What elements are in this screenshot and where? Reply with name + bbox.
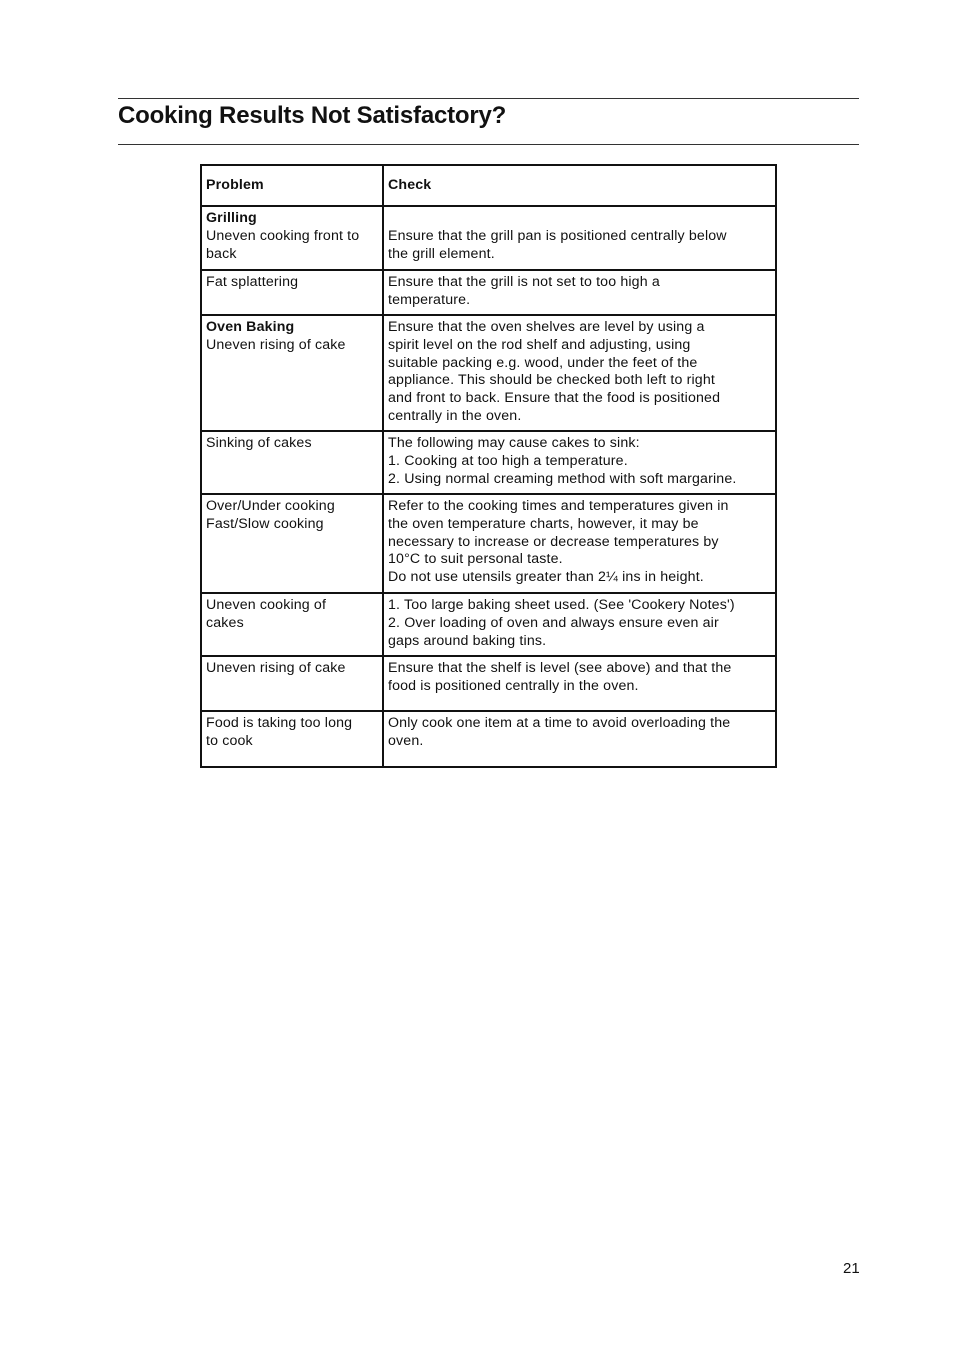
- table-header-row: [201, 165, 776, 206]
- problem-cell: [201, 593, 383, 656]
- problem-text: cakes: [206, 614, 244, 631]
- problem-text: Uneven cooking front to: [206, 227, 360, 244]
- check-text: 10°C to suit personal taste.: [388, 551, 563, 568]
- table-row: [201, 494, 776, 593]
- check-cell: [383, 711, 776, 767]
- check-text: temperature.: [388, 291, 471, 308]
- check-text: 1. Too large baking sheet used. (See 'Cookery Notes'): [388, 597, 735, 613]
- troubleshooting-table: [200, 164, 777, 768]
- check-text: Ensure that the grill pan is positioned centrally below: [388, 227, 727, 244]
- problem-category: Grilling: [206, 210, 257, 226]
- check-text: Only cook one item at a time to avoid overloading the: [388, 715, 731, 731]
- problem-cell: [201, 206, 383, 270]
- problem-column-header: Problem: [201, 165, 383, 206]
- table-row: [201, 315, 776, 431]
- problem-text: Sinking of cakes: [206, 435, 312, 451]
- problem-cell: [201, 431, 383, 494]
- problem-text: Fat splattering: [206, 274, 299, 290]
- check-text: suitable packing e.g. wood, under the feet of the: [388, 354, 698, 371]
- check-cell: [383, 206, 776, 270]
- problem-cell: [201, 711, 383, 767]
- page-number: 21: [843, 1260, 860, 1277]
- problem-text: Uneven cooking of: [206, 597, 327, 613]
- check-text: centrally in the oven.: [388, 407, 522, 424]
- check-cell: [383, 270, 776, 315]
- check-text: spirit level on the rod shelf and adjusting, using: [388, 336, 691, 353]
- check-cell: [383, 593, 776, 656]
- problem-text: Uneven rising of cake: [206, 336, 346, 353]
- problem-cell: [201, 270, 383, 315]
- table-row: [201, 593, 776, 656]
- check-cell: [383, 656, 776, 711]
- check-text: Ensure that the oven shelves are level by using a: [388, 319, 705, 335]
- title-rule-top: [118, 98, 859, 99]
- table-row: [201, 206, 776, 270]
- problem-text: back: [206, 245, 237, 262]
- check-cell: [383, 431, 776, 494]
- check-text: [388, 210, 771, 228]
- problem-text: Fast/Slow cooking: [206, 515, 324, 532]
- check-text: the grill element.: [388, 245, 495, 262]
- problem-cell: [201, 494, 383, 593]
- check-text: food is positioned centrally in the oven.: [388, 677, 639, 694]
- check-text: 1. Cooking at too high a temperature.: [388, 452, 628, 469]
- table-row: [201, 656, 776, 711]
- check-text: Do not use utensils greater than 2¼ ins in height.: [388, 569, 704, 586]
- check-text: oven.: [388, 732, 424, 749]
- check-text: Ensure that the grill is not set to too high a: [388, 274, 660, 290]
- check-text: Ensure that the shelf is level (see above) and that the: [388, 660, 732, 676]
- check-text: The following may cause cakes to sink:: [388, 435, 640, 451]
- check-text: Refer to the cooking times and temperatures given in: [388, 498, 729, 514]
- problem-text: Uneven rising of cake: [206, 660, 346, 676]
- check-text: appliance. This should be checked both left to right: [388, 372, 715, 389]
- table-body: [201, 206, 776, 767]
- problem-text: to cook: [206, 732, 253, 749]
- problem-text: Over/Under cooking: [206, 498, 335, 514]
- problem-text: Food is taking too long: [206, 715, 353, 731]
- check-text: necessary to increase or decrease temperatures by: [388, 533, 719, 550]
- table-row: [201, 711, 776, 767]
- problem-category: Oven Baking: [206, 319, 295, 335]
- check-text: 2. Over loading of oven and always ensure even air: [388, 614, 719, 631]
- page-title: Cooking Results Not Satisfactory?: [118, 102, 507, 129]
- check-text: the oven temperature charts, however, it may be: [388, 515, 699, 532]
- check-text: gaps around baking tins.: [388, 632, 547, 649]
- title-rule-bottom: [118, 144, 859, 145]
- problem-cell: [201, 315, 383, 431]
- table-row: [201, 270, 776, 315]
- check-text: 2. Using normal creaming method with soft margarine.: [388, 470, 737, 487]
- problem-cell: [201, 656, 383, 711]
- table-row: [201, 431, 776, 494]
- check-cell: [383, 494, 776, 593]
- check-cell: [383, 315, 776, 431]
- check-column-header: Check: [383, 165, 776, 206]
- check-text: and front to back. Ensure that the food is positioned: [388, 390, 721, 407]
